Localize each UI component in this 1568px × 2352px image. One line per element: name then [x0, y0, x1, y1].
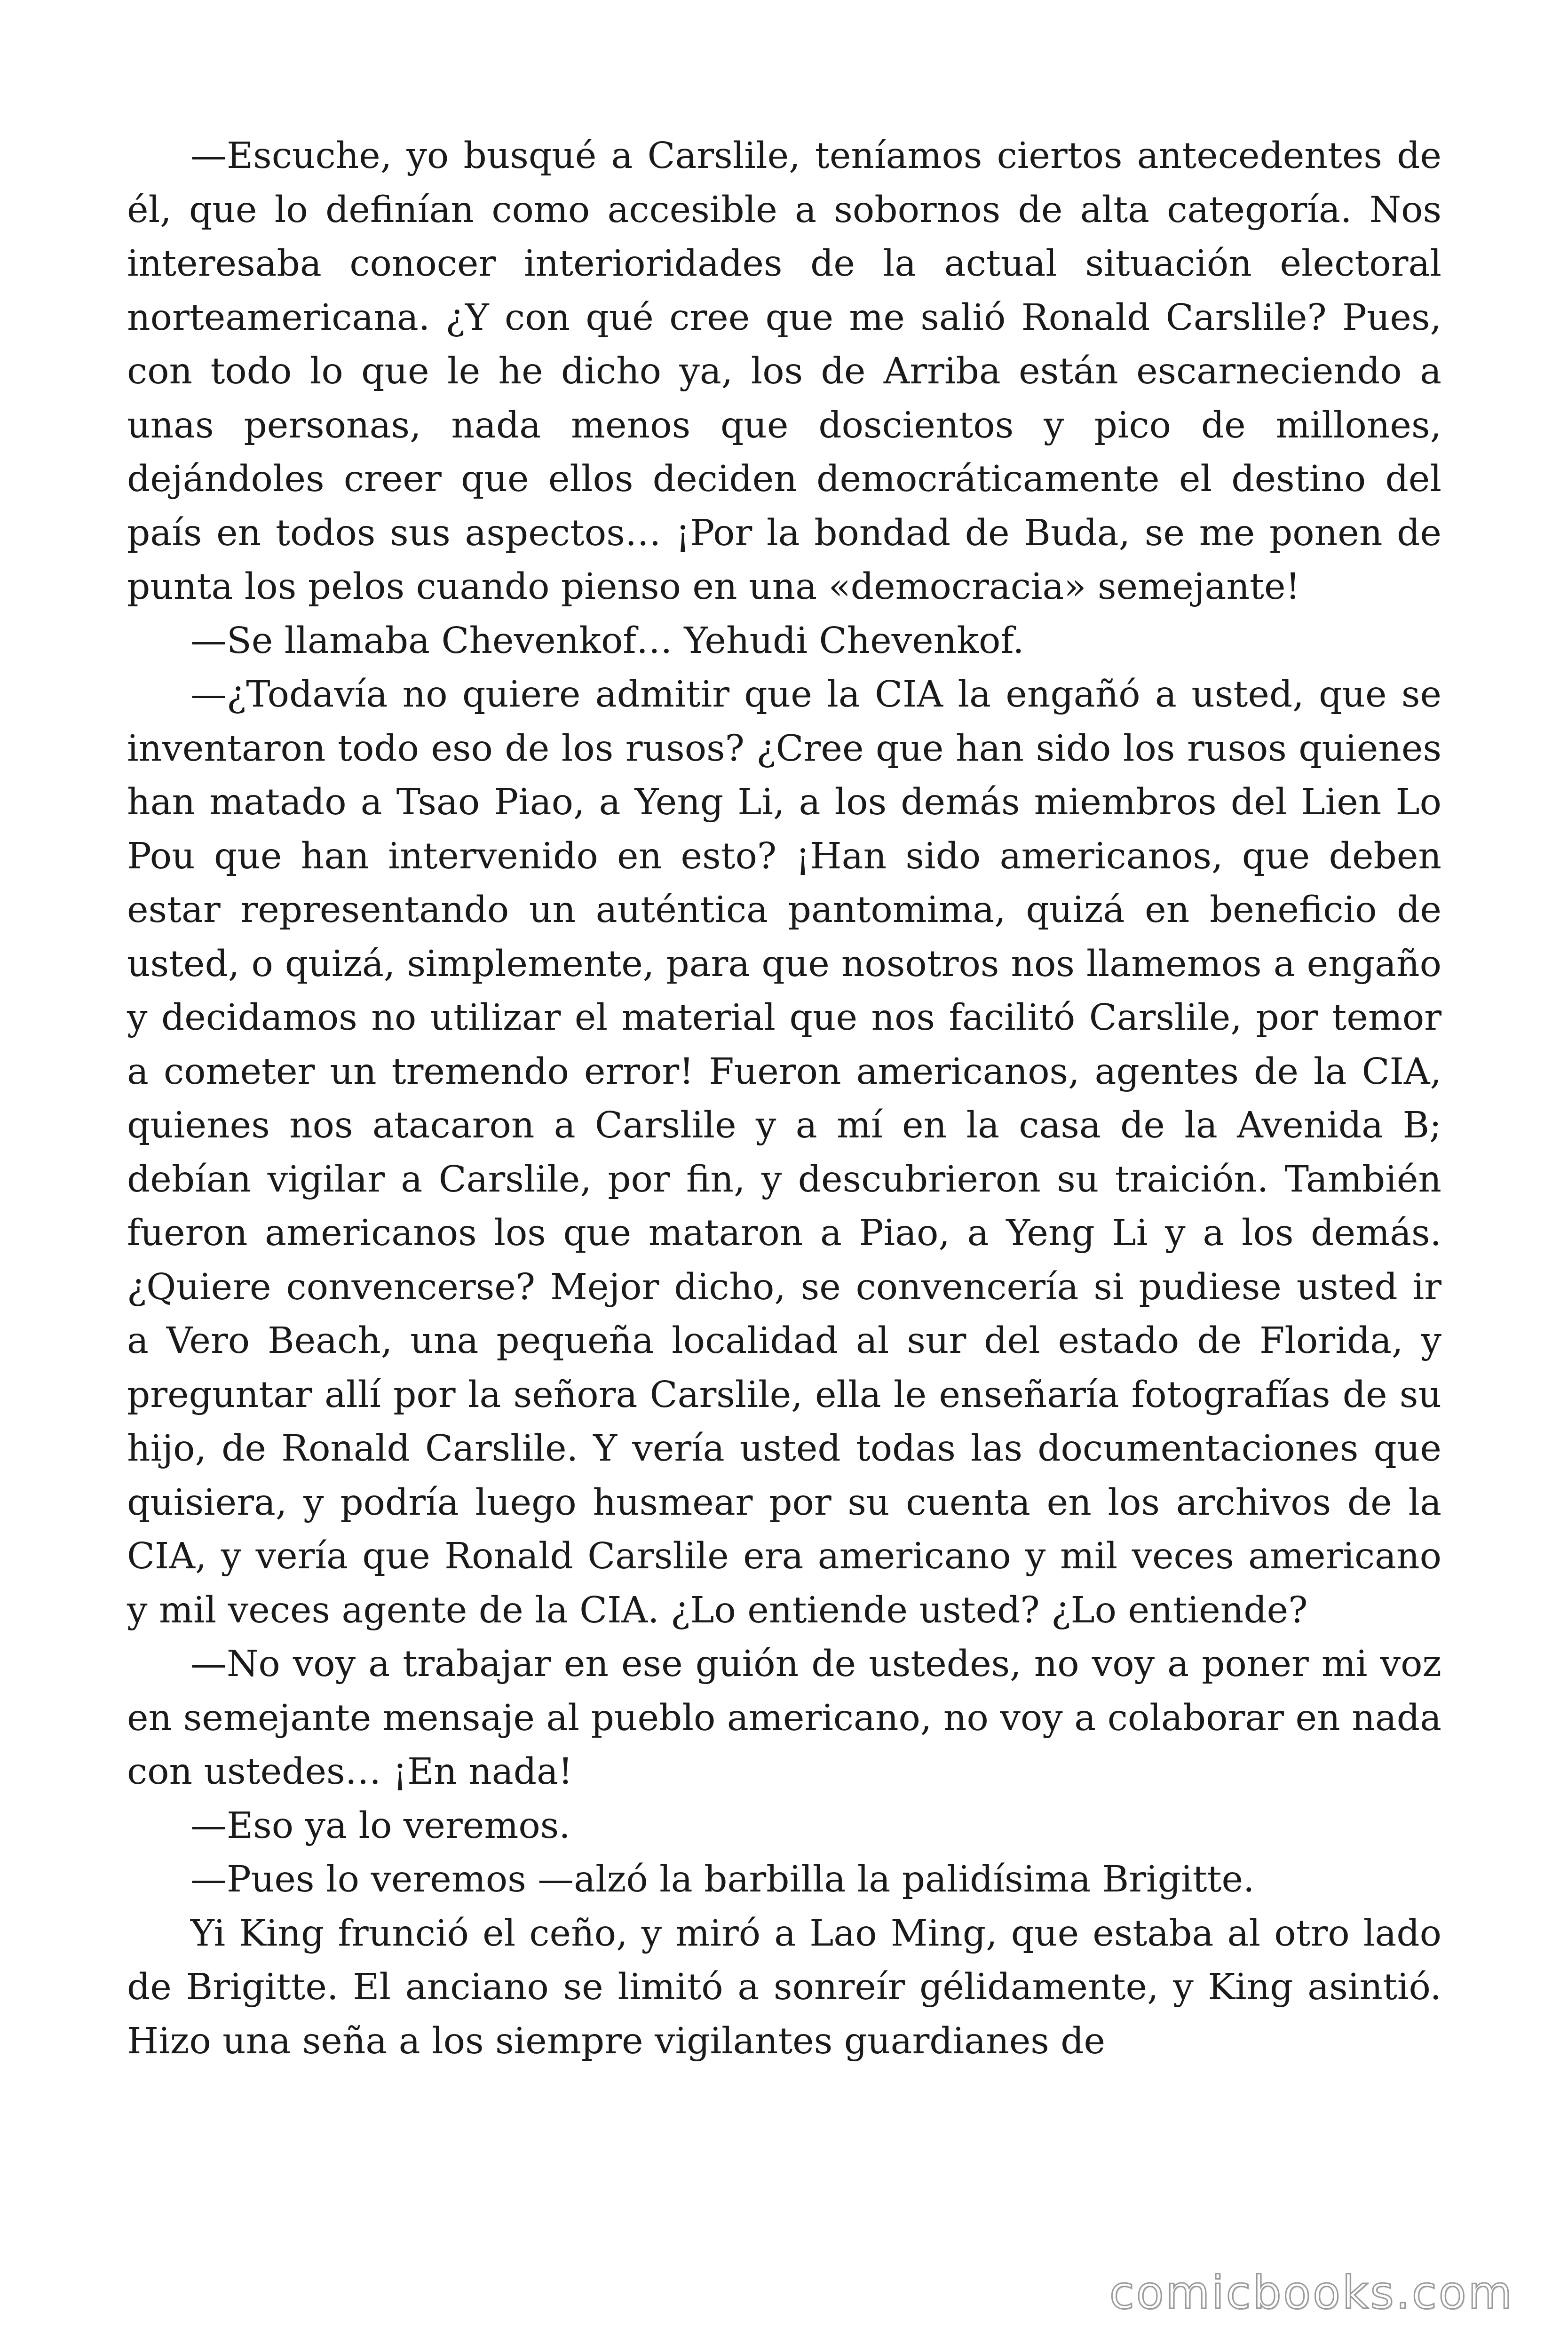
paragraph: —Pues lo veremos —alzó la barbilla la palidísima Brigitte. [190, 1859, 1255, 1900]
paragraph: —Se llamaba Chevenkof… Yehudi Chevenkof. [190, 620, 1024, 662]
body-text [127, 129, 1441, 2068]
watermark: comicbooks.com [1109, 2266, 1514, 2319]
paragraph: Yi King frunció el ceño, y miró a Lao Ming, que estaba al otro lado de Brigitte. El anciano se limitó a sonreír gélidamente, y King asintió. Hizo una seña a los siempre vigilantes guardianes de [127, 1912, 1441, 2062]
paragraph: —No voy a trabajar en ese guión de ustedes, no voy a poner mi voz en semejante mensaje al pueblo americano, no voy a colaborar en nada con ustedes… ¡En nada! [127, 1643, 1441, 1793]
paragraph: —¿Todavía no quiere admitir que la CIA la engañó a usted, que se inventaron todo eso de los rusos? ¿Cree que han sido los rusos quienes han matado a Tsao Piao, a Yeng Li, a los demás miembros del Lien Lo Pou que han intervenido en esto? ¡Han sido americanos, que deben estar representando un auténtica pantomima, quizá en beneficio de usted, o quizá, simplemente, para que nosotros nos llamemos a engaño y decidamos no utilizar el material que nos facilitó Carslile, por temor a cometer un tremendo error! Fueron americanos, agentes de la CIA, quienes nos atacaron a Carslile y a mí en la casa de la Avenida B; debían vigilar a Carslile, por fin, y descubrieron su traición. También fueron americanos los que mataron a Piao, a Yeng Li y a los demás. ¿Quiere convencerse? Mejor dicho, se convencería si pudiese usted ir a Vero Beach, una pequeña localidad al sur del estado de Florida, y preguntar allí por la señora Carslile, ella le enseñaría fotografías de su hijo, de Ronald Carslile. Y vería usted todas las documentaciones que quisiera, y podría luego husmear por su cuenta en los archivos de la CIA, y vería que Ronald Carslile era americano y mil veces americano y mil veces agente de la CIA. ¿Lo entiende usted? ¿Lo entiende? [127, 674, 1441, 1631]
paragraph: —Escuche, yo busqué a Carslile, teníamos ciertos antecedentes de él, que lo definían como accesible a sobornos de alta categoría. Nos interesaba conocer interioridades de la actual situación electoral norteamericana. ¿Y con qué cree que me salió Ronald Carslile? Pues, con todo lo que le he dicho ya, los de Arriba están escarneciendo a unas personas, nada menos que doscientos y pico de millones, dejándoles creer que ellos deciden democráticamente el destino del país en todos sus aspectos… ¡Por la bondad de Buda, se me ponen de punta los pelos cuando pienso en una «democracia» semejante! [127, 135, 1441, 608]
paragraph: —Eso ya lo veremos. [190, 1804, 570, 1847]
